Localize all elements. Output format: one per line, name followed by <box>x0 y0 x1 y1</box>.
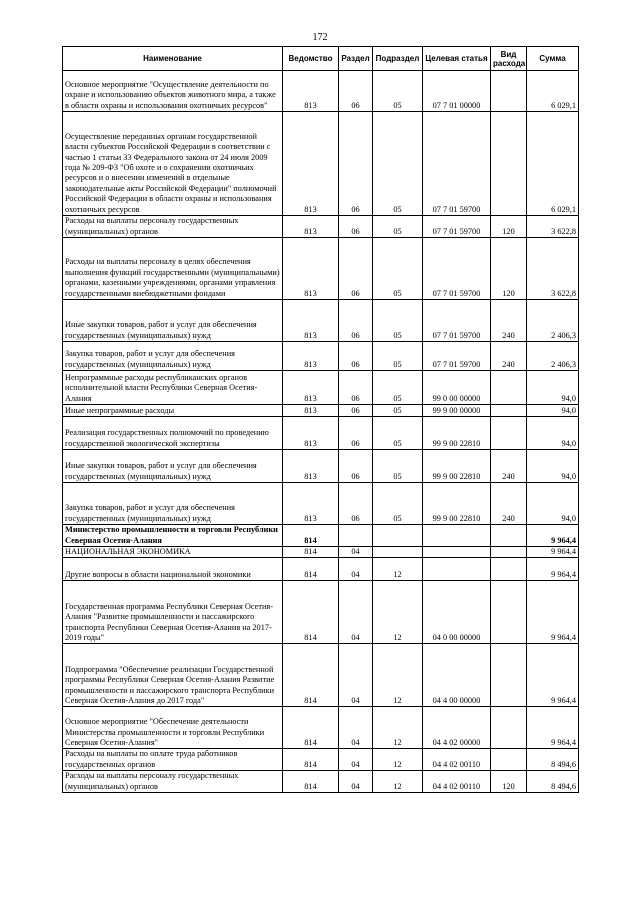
row-subsection: 05 <box>373 371 423 405</box>
row-name: Расходы на выплаты персоналу государственных (муниципальных) органов <box>63 216 283 238</box>
row-name: НАЦИОНАЛЬНАЯ ЭКОНОМИКА <box>63 547 283 558</box>
table-row <box>63 547 579 558</box>
table-row <box>63 525 579 547</box>
row-target-article <box>423 525 491 547</box>
row-amount: 8 494,6 <box>527 749 579 771</box>
column-header-name: Наименование <box>63 47 283 71</box>
row-amount: 2 406,3 <box>527 342 579 371</box>
row-name: Иные закупки товаров, работ и услуг для обеспечения государственных (муниципальных) нужд <box>63 300 283 342</box>
row-department: 813 <box>283 216 339 238</box>
row-amount: 9 964,4 <box>527 525 579 547</box>
row-name: Расходы на выплаты по оплате труда работников государственных органов <box>63 749 283 771</box>
row-amount: 6 029,1 <box>527 112 579 216</box>
row-expense-type: 120 <box>491 216 527 238</box>
row-department: 813 <box>283 483 339 525</box>
column-header-target-article: Целевая статья <box>423 47 491 71</box>
row-department: 813 <box>283 405 339 417</box>
row-department: 814 <box>283 525 339 547</box>
row-amount: 94,0 <box>527 450 579 483</box>
row-amount: 9 964,4 <box>527 558 579 581</box>
row-name: Иные закупки товаров, работ и услуг для обеспечения государственных (муниципальных) нужд <box>63 450 283 483</box>
table-row <box>63 771 579 793</box>
row-target-article: 99 0 00 00000 <box>423 371 491 405</box>
row-subsection <box>373 547 423 558</box>
row-department: 813 <box>283 112 339 216</box>
row-expense-type: 120 <box>491 771 527 793</box>
row-department: 813 <box>283 342 339 371</box>
row-expense-type: 240 <box>491 342 527 371</box>
row-amount: 8 494,6 <box>527 771 579 793</box>
table-row <box>63 238 579 300</box>
table-row <box>63 371 579 405</box>
column-header-expense-type: Вид расхода <box>491 47 527 71</box>
row-department: 813 <box>283 371 339 405</box>
row-department: 814 <box>283 581 339 644</box>
row-amount: 3 622,8 <box>527 216 579 238</box>
row-section: 06 <box>339 371 373 405</box>
row-subsection: 05 <box>373 71 423 112</box>
row-target-article: 99 9 00 22810 <box>423 450 491 483</box>
table-row <box>63 300 579 342</box>
row-amount: 94,0 <box>527 483 579 525</box>
row-amount: 2 406,3 <box>527 300 579 342</box>
row-subsection: 12 <box>373 749 423 771</box>
row-name: Реализация государственных полномочий по проведению государственной экологической экспертизы <box>63 417 283 450</box>
table-row <box>63 558 579 581</box>
row-subsection: 05 <box>373 238 423 300</box>
row-department: 813 <box>283 450 339 483</box>
row-name: Непрограммные расходы республиканских органов исполнительной власти Республики Северная Осетия-Алания <box>63 371 283 405</box>
row-amount: 9 964,4 <box>527 581 579 644</box>
row-department: 814 <box>283 547 339 558</box>
column-header-amount: Сумма <box>527 47 579 71</box>
row-section: 04 <box>339 771 373 793</box>
row-amount: 94,0 <box>527 417 579 450</box>
row-section: 06 <box>339 216 373 238</box>
row-target-article: 04 0 00 00000 <box>423 581 491 644</box>
table-header-row <box>63 47 579 71</box>
table-row <box>63 581 579 644</box>
row-name: Расходы на выплаты персоналу в целях обеспечения выполнения функций государственными (муниципальными) органами, казенными учреждениями, органами управления государственными внебюджетными фондами <box>63 238 283 300</box>
row-expense-type <box>491 644 527 707</box>
row-expense-type <box>491 707 527 749</box>
row-expense-type <box>491 547 527 558</box>
table-row <box>63 71 579 112</box>
budget-table <box>62 46 579 793</box>
row-amount: 9 964,4 <box>527 644 579 707</box>
row-name: Основное мероприятие "Осуществление деятельности по охране и использованию объектов животного мира, а также в области охраны и использования охотничьих ресурсов" <box>63 71 283 112</box>
row-target-article <box>423 558 491 581</box>
row-expense-type: 120 <box>491 238 527 300</box>
row-subsection <box>373 525 423 547</box>
row-name: Подпрограмма "Обеспечение реализации Государственной программы Республики Северная Осетия-Алания Развитие промышленности и пассажирского транспорта Республики Северная Осетия-Алания до 2017 года" <box>63 644 283 707</box>
row-target-article: 07 7 01 59700 <box>423 342 491 371</box>
row-expense-type <box>491 581 527 644</box>
row-section: 04 <box>339 547 373 558</box>
row-expense-type: 240 <box>491 450 527 483</box>
row-department: 813 <box>283 417 339 450</box>
row-name: Иные непрограммные расходы <box>63 405 283 417</box>
row-target-article: 07 7 01 00000 <box>423 71 491 112</box>
row-section: 06 <box>339 450 373 483</box>
row-section: 06 <box>339 112 373 216</box>
row-expense-type <box>491 749 527 771</box>
row-name: Осуществление переданных органам государственной власти субъектов Российской Федерации в соответствии с частью 1 статьи 33 Федерального закона от 24 июля 2009 года № 209-ФЗ "Об охоте и о сохранении охотничьих ресурсов и о внесении изменений в отдельные законодательные акты Российской Федерации" полномочий Российской Федерации в области охраны и использования охотничьих ресурсов <box>63 112 283 216</box>
row-target-article: 07 7 01 59700 <box>423 216 491 238</box>
row-name: Расходы на выплаты персоналу государственных (муниципальных) органов <box>63 771 283 793</box>
row-subsection: 05 <box>373 112 423 216</box>
row-expense-type: 240 <box>491 483 527 525</box>
table-row <box>63 405 579 417</box>
table-row <box>63 417 579 450</box>
row-expense-type <box>491 417 527 450</box>
row-section: 06 <box>339 342 373 371</box>
row-name: Государственная программа Республики Северная Осетия-Алания "Развитие промышленности и пассажирского транспорта Республики Северная Осетия-Алания на 2017-2019 годы" <box>63 581 283 644</box>
table-row <box>63 483 579 525</box>
column-header-subsection: Подраздел <box>373 47 423 71</box>
row-expense-type <box>491 525 527 547</box>
table-row <box>63 216 579 238</box>
row-section: 04 <box>339 558 373 581</box>
row-target-article: 04 4 02 00110 <box>423 771 491 793</box>
column-header-department: Ведомство <box>283 47 339 71</box>
row-subsection: 12 <box>373 558 423 581</box>
row-amount: 94,0 <box>527 405 579 417</box>
row-subsection: 05 <box>373 417 423 450</box>
table-row <box>63 707 579 749</box>
row-subsection: 12 <box>373 707 423 749</box>
row-subsection: 05 <box>373 342 423 371</box>
row-department: 814 <box>283 644 339 707</box>
row-section: 04 <box>339 707 373 749</box>
table-row <box>63 342 579 371</box>
row-target-article: 07 7 01 59700 <box>423 300 491 342</box>
row-subsection: 05 <box>373 300 423 342</box>
row-expense-type <box>491 405 527 417</box>
row-target-article: 99 9 00 00000 <box>423 405 491 417</box>
table-row <box>63 749 579 771</box>
row-section: 04 <box>339 581 373 644</box>
row-target-article: 99 9 00 22810 <box>423 483 491 525</box>
row-name: Закупка товаров, работ и услуг для обеспечения государственных (муниципальных) нужд <box>63 342 283 371</box>
row-section: 06 <box>339 71 373 112</box>
row-target-article: 04 4 00 00000 <box>423 644 491 707</box>
row-section: 06 <box>339 483 373 525</box>
row-expense-type <box>491 558 527 581</box>
table-row <box>63 450 579 483</box>
row-department: 813 <box>283 300 339 342</box>
row-expense-type: 240 <box>491 300 527 342</box>
row-subsection: 05 <box>373 483 423 525</box>
row-subsection: 05 <box>373 450 423 483</box>
row-subsection: 05 <box>373 405 423 417</box>
page-number: 172 <box>312 32 328 43</box>
row-department: 814 <box>283 749 339 771</box>
row-name: Другие вопросы в области национальной экономики <box>63 558 283 581</box>
row-section: 04 <box>339 644 373 707</box>
column-header-section: Раздел <box>339 47 373 71</box>
row-target-article <box>423 547 491 558</box>
row-target-article: 07 7 01 59700 <box>423 112 491 216</box>
row-target-article: 04 4 02 00000 <box>423 707 491 749</box>
row-amount: 9 964,4 <box>527 707 579 749</box>
row-department: 814 <box>283 771 339 793</box>
row-name: Министерство промышленности и торговли Республики Северная Осетия-Алания <box>63 525 283 547</box>
row-department: 813 <box>283 71 339 112</box>
row-subsection: 05 <box>373 216 423 238</box>
table-row <box>63 112 579 216</box>
row-subsection: 12 <box>373 771 423 793</box>
row-expense-type <box>491 112 527 216</box>
row-amount: 6 029,1 <box>527 71 579 112</box>
row-expense-type <box>491 71 527 112</box>
row-target-article: 99 9 00 22810 <box>423 417 491 450</box>
table-body <box>63 71 579 793</box>
row-department: 814 <box>283 707 339 749</box>
row-subsection: 12 <box>373 644 423 707</box>
row-target-article: 04 4 02 00110 <box>423 749 491 771</box>
row-amount: 94,0 <box>527 371 579 405</box>
row-section: 06 <box>339 405 373 417</box>
row-section: 04 <box>339 749 373 771</box>
row-name: Закупка товаров, работ и услуг для обеспечения государственных (муниципальных) нужд <box>63 483 283 525</box>
row-expense-type <box>491 371 527 405</box>
row-section: 06 <box>339 417 373 450</box>
row-name: Основное мероприятие "Обеспечение деятельности Министерства промышленности и торговли Республики Северная Осетия-Алания" <box>63 707 283 749</box>
row-section: 06 <box>339 300 373 342</box>
row-department: 814 <box>283 558 339 581</box>
row-amount: 3 622,8 <box>527 238 579 300</box>
row-section: 06 <box>339 238 373 300</box>
row-section <box>339 525 373 547</box>
row-department: 813 <box>283 238 339 300</box>
table-row <box>63 644 579 707</box>
row-amount: 9 964,4 <box>527 547 579 558</box>
row-target-article: 07 7 01 59700 <box>423 238 491 300</box>
row-subsection: 12 <box>373 581 423 644</box>
